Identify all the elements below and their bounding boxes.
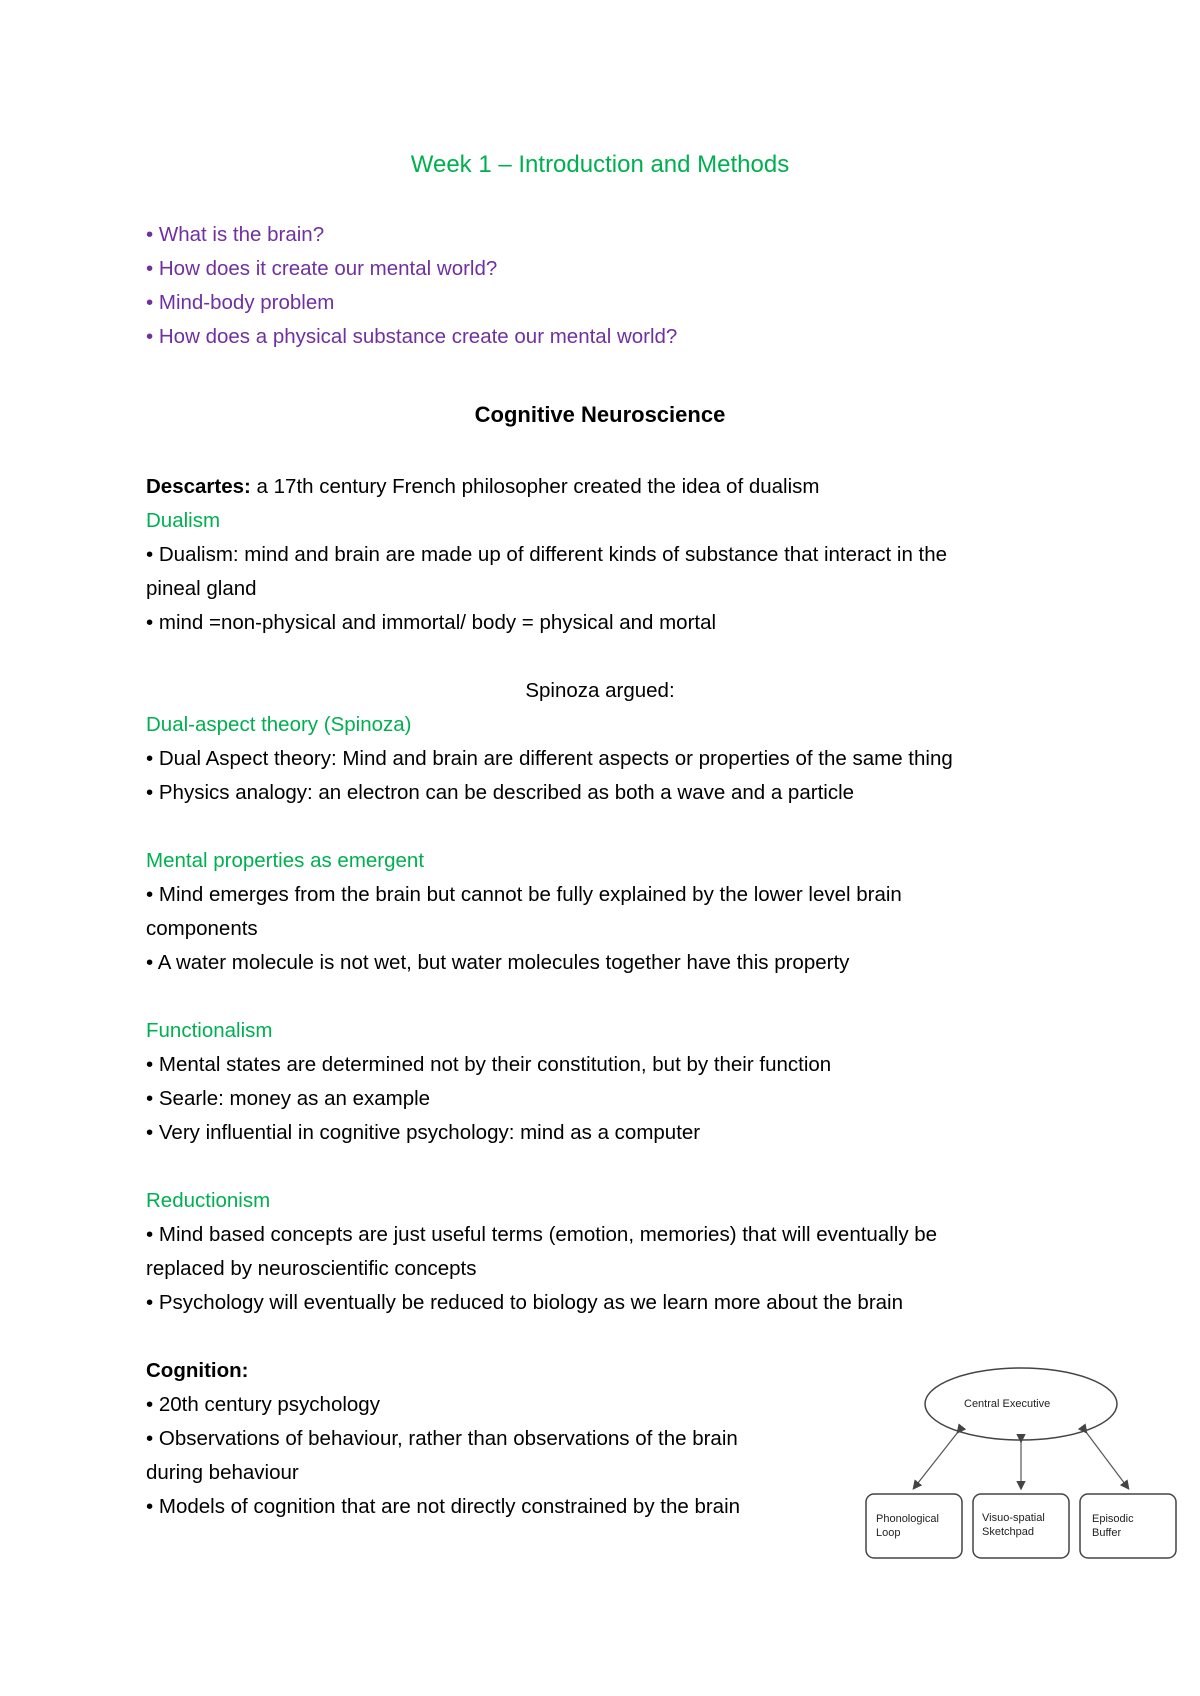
spinoza-intro: Spinoza argued:	[525, 679, 675, 702]
episodic-label-2: Buffer	[1092, 1527, 1122, 1539]
functionalism-heading: Functionalism	[146, 1019, 273, 1042]
episodic-label-1: Episodic	[1092, 1513, 1134, 1525]
cognition-line: • Observations of behaviour, rather than observations of the brain	[146, 1427, 738, 1450]
functionalism-line: • Searle: money as an example	[146, 1087, 431, 1110]
reductionism-heading: Reductionism	[146, 1189, 271, 1212]
intro-bullet: • Mind-body problem	[146, 291, 335, 314]
descartes-label: Descartes:	[146, 475, 251, 498]
cognition-heading: Cognition:	[146, 1359, 249, 1382]
dualism-heading: Dualism	[146, 509, 221, 532]
central-executive-label: Central Executive	[964, 1398, 1051, 1410]
dualism-line: • mind =non-physical and immortal/ body = physical and mortal	[146, 611, 717, 634]
phonological-label-2: Loop	[876, 1527, 901, 1539]
reductionism-line: • Mind based concepts are just useful terms (emotion, memories) that will eventually be	[146, 1223, 938, 1246]
descartes-text: a 17th century French philosopher created the idea of dualism	[250, 475, 820, 498]
section-heading: Cognitive Neuroscience	[474, 402, 726, 427]
phonological-label-1: Phonological	[876, 1513, 939, 1525]
emergent-line: • Mind emerges from the brain but cannot be fully explained by the lower level brain	[146, 883, 902, 906]
emergent-line: • A water molecule is not wet, but water molecules together have this property	[146, 951, 850, 974]
functionalism-line: • Mental states are determined not by their constitution, but by their function	[146, 1053, 832, 1076]
reductionism-line: replaced by neuroscientific concepts	[146, 1257, 477, 1280]
arrow-to-episodic	[1086, 1432, 1128, 1488]
functionalism-line: • Very influential in cognitive psychology: mind as a computer	[146, 1121, 701, 1144]
intro-bullet: • How does a physical substance create our mental world?	[146, 325, 678, 348]
visuospatial-label-1: Visuo-spatial	[982, 1512, 1045, 1524]
dual-aspect-heading: Dual-aspect theory (Spinoza)	[146, 713, 412, 736]
dualism-line: • Dualism: mind and brain are made up of different kinds of substance that interact in the	[146, 543, 948, 566]
visuospatial-label-2: Sketchpad	[982, 1526, 1034, 1538]
working-memory-diagram	[858, 1364, 1178, 1564]
page-title: Week 1 – Introduction and Methods	[410, 151, 790, 178]
cognition-line: during behaviour	[146, 1461, 299, 1484]
dualism-line: pineal gland	[146, 577, 257, 600]
emergent-heading: Mental properties as emergent	[146, 849, 425, 872]
cognition-line: • Models of cognition that are not directly constrained by the brain	[146, 1495, 741, 1518]
descartes-line	[146, 470, 820, 504]
intro-bullet: • What is the brain?	[146, 223, 325, 246]
cognition-line: • 20th century psychology	[146, 1393, 380, 1416]
emergent-line: components	[146, 917, 258, 940]
arrow-to-phonological	[914, 1432, 958, 1488]
intro-bullet: • How does it create our mental world?	[146, 257, 498, 280]
dual-aspect-line: • Dual Aspect theory: Mind and brain are different aspects or properties of the same thing	[146, 747, 953, 770]
reductionism-line: • Psychology will eventually be reduced to biology as we learn more about the brain	[146, 1291, 903, 1314]
dual-aspect-line: • Physics analogy: an electron can be described as both a wave and a particle	[146, 781, 855, 804]
